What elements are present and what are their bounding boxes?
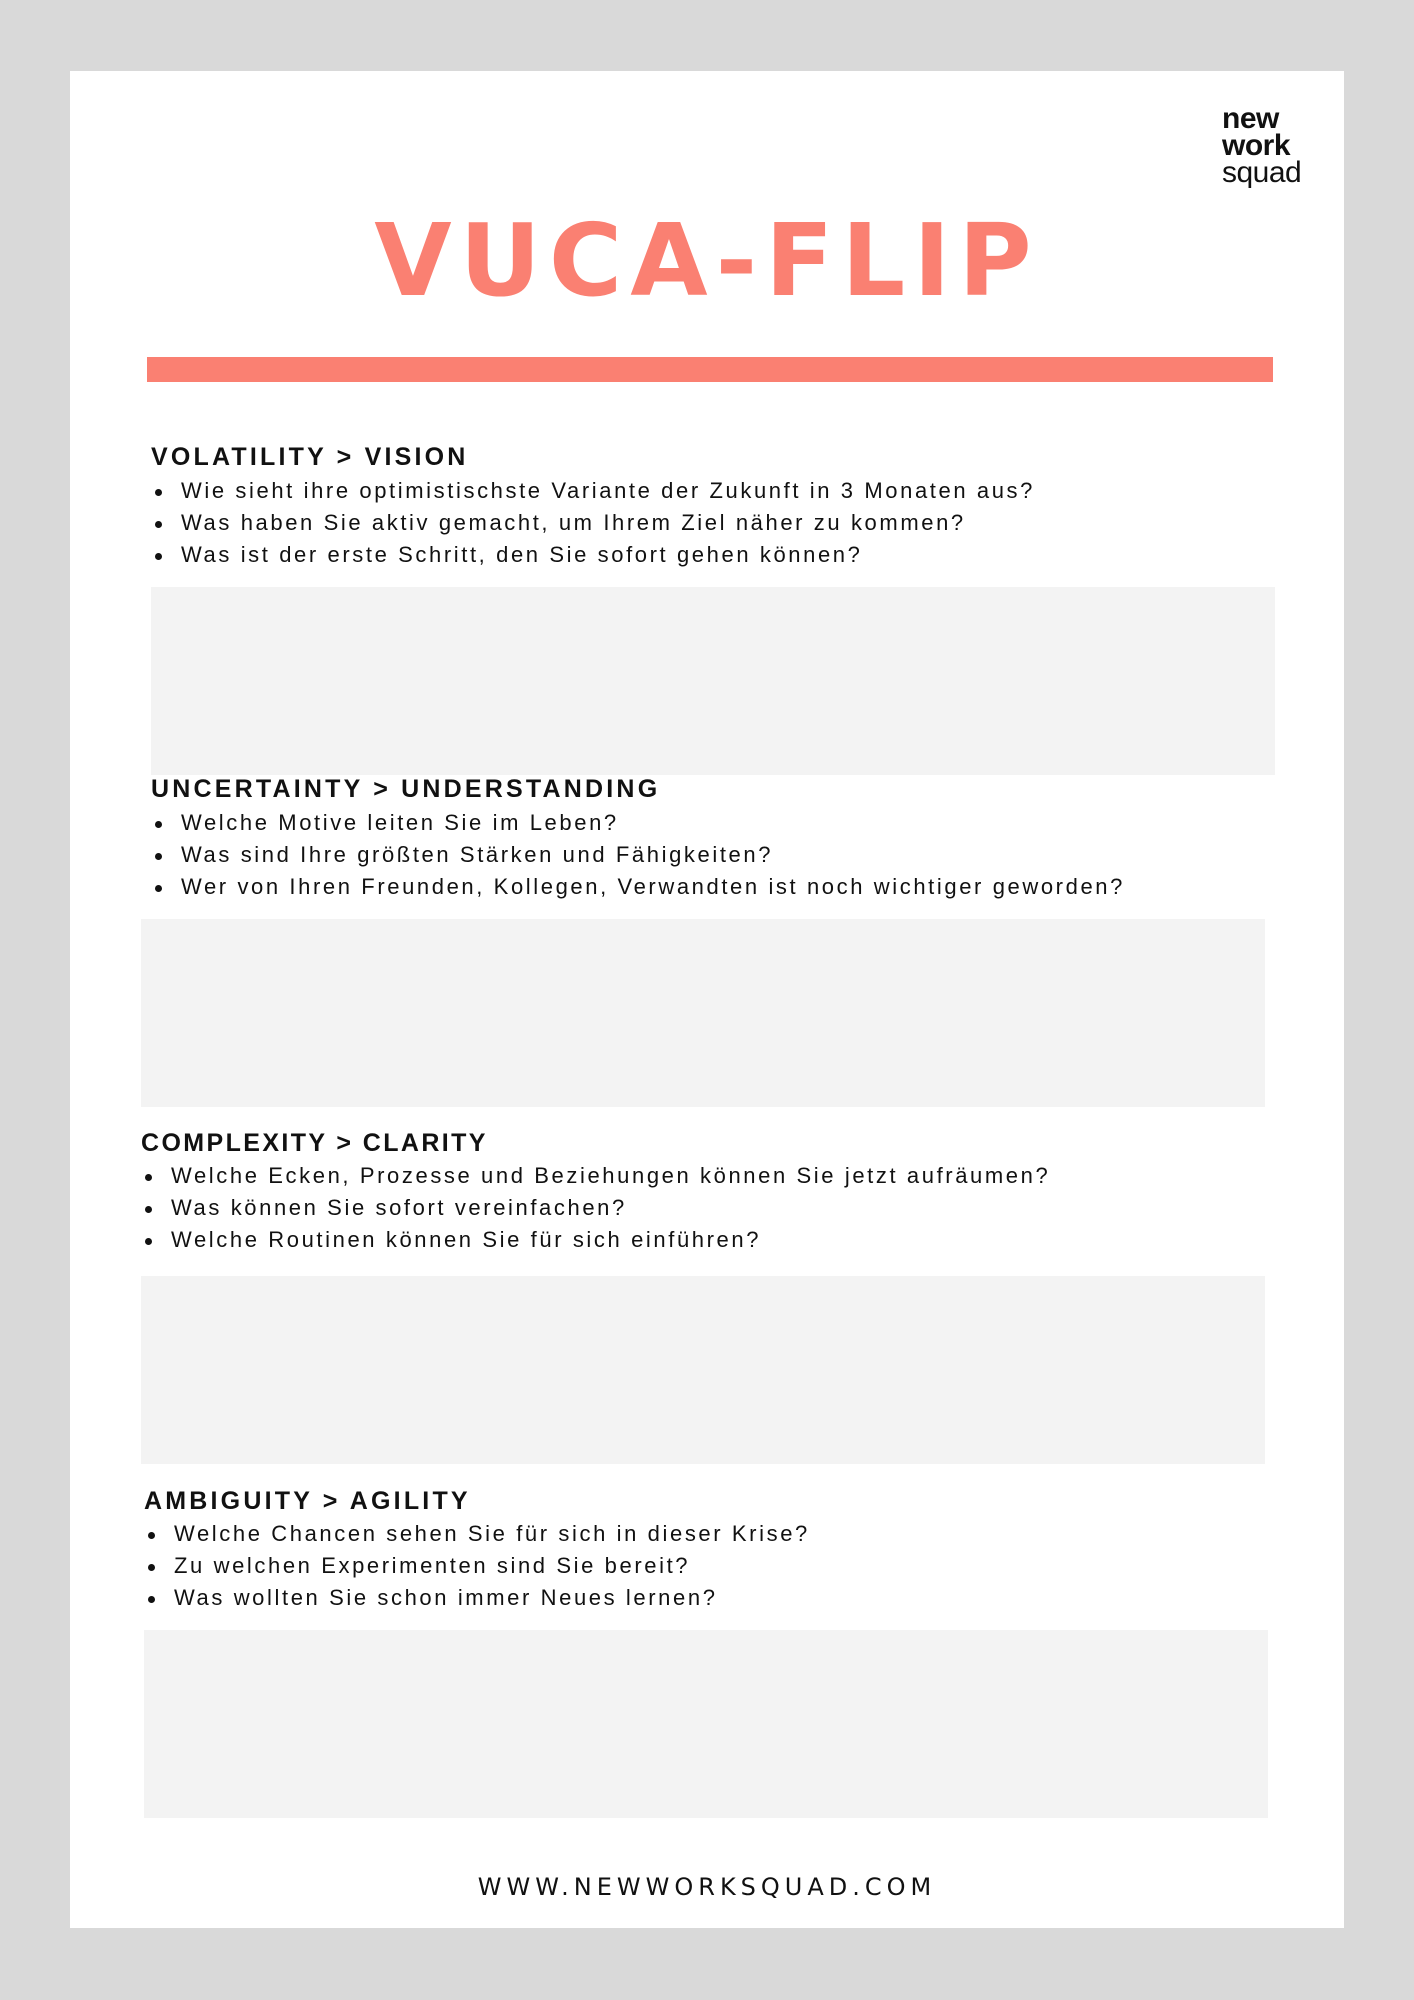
question-item: Was ist der erste Schritt, den Sie sofort gehen können? bbox=[151, 539, 1035, 571]
question-item: Was sind Ihre größten Stärken und Fähigkeiten? bbox=[151, 839, 1125, 871]
question-item: Zu welchen Experimenten sind Sie bereit? bbox=[144, 1550, 810, 1582]
answer-box-complexity[interactable] bbox=[141, 1276, 1265, 1464]
title-underline-bar bbox=[147, 357, 1273, 382]
worksheet-page bbox=[70, 71, 1344, 1928]
question-item: Was haben Sie aktiv gemacht, um Ihrem Ziel näher zu kommen? bbox=[151, 507, 1035, 539]
answer-box-ambiguity[interactable] bbox=[144, 1630, 1268, 1818]
question-list-volatility bbox=[151, 475, 1035, 571]
question-item: Welche Chancen sehen Sie für sich in dieser Krise? bbox=[144, 1518, 810, 1550]
logo-line-squad: squad bbox=[1222, 156, 1302, 189]
question-item: Wie sieht ihre optimistischste Variante der Zukunft in 3 Monaten aus? bbox=[151, 475, 1035, 507]
logo-line-new: new bbox=[1222, 102, 1279, 135]
question-item: Was können Sie sofort vereinfachen? bbox=[141, 1192, 1050, 1224]
question-item: Was wollten Sie schon immer Neues lernen? bbox=[144, 1582, 810, 1614]
question-list-uncertainty bbox=[151, 807, 1125, 903]
page-title: VUCA-FLIP bbox=[374, 202, 1040, 319]
footer-website-url: WWW.NEWWORKSQUAD.COM bbox=[477, 1873, 937, 1901]
section-heading-complexity: COMPLEXITY > CLARITY bbox=[141, 1129, 488, 1157]
answer-box-uncertainty[interactable] bbox=[141, 919, 1265, 1107]
question-list-ambiguity bbox=[144, 1518, 810, 1614]
brand-logo bbox=[1222, 102, 1332, 189]
section-heading-uncertainty: UNCERTAINTY > UNDERSTANDING bbox=[151, 775, 661, 803]
section-heading-volatility: VOLATILITY > VISION bbox=[151, 443, 469, 471]
section-heading-ambiguity: AMBIGUITY > AGILITY bbox=[144, 1487, 471, 1515]
question-item: Welche Motive leiten Sie im Leben? bbox=[151, 807, 1125, 839]
question-item: Welche Routinen können Sie für sich einführen? bbox=[141, 1224, 1050, 1256]
question-list-complexity bbox=[141, 1160, 1050, 1256]
question-item: Welche Ecken, Prozesse und Beziehungen können Sie jetzt aufräumen? bbox=[141, 1160, 1050, 1192]
question-item: Wer von Ihren Freunden, Kollegen, Verwandten ist noch wichtiger geworden? bbox=[151, 871, 1125, 903]
answer-box-volatility[interactable] bbox=[151, 587, 1275, 775]
logo-line-work: work bbox=[1222, 129, 1291, 162]
